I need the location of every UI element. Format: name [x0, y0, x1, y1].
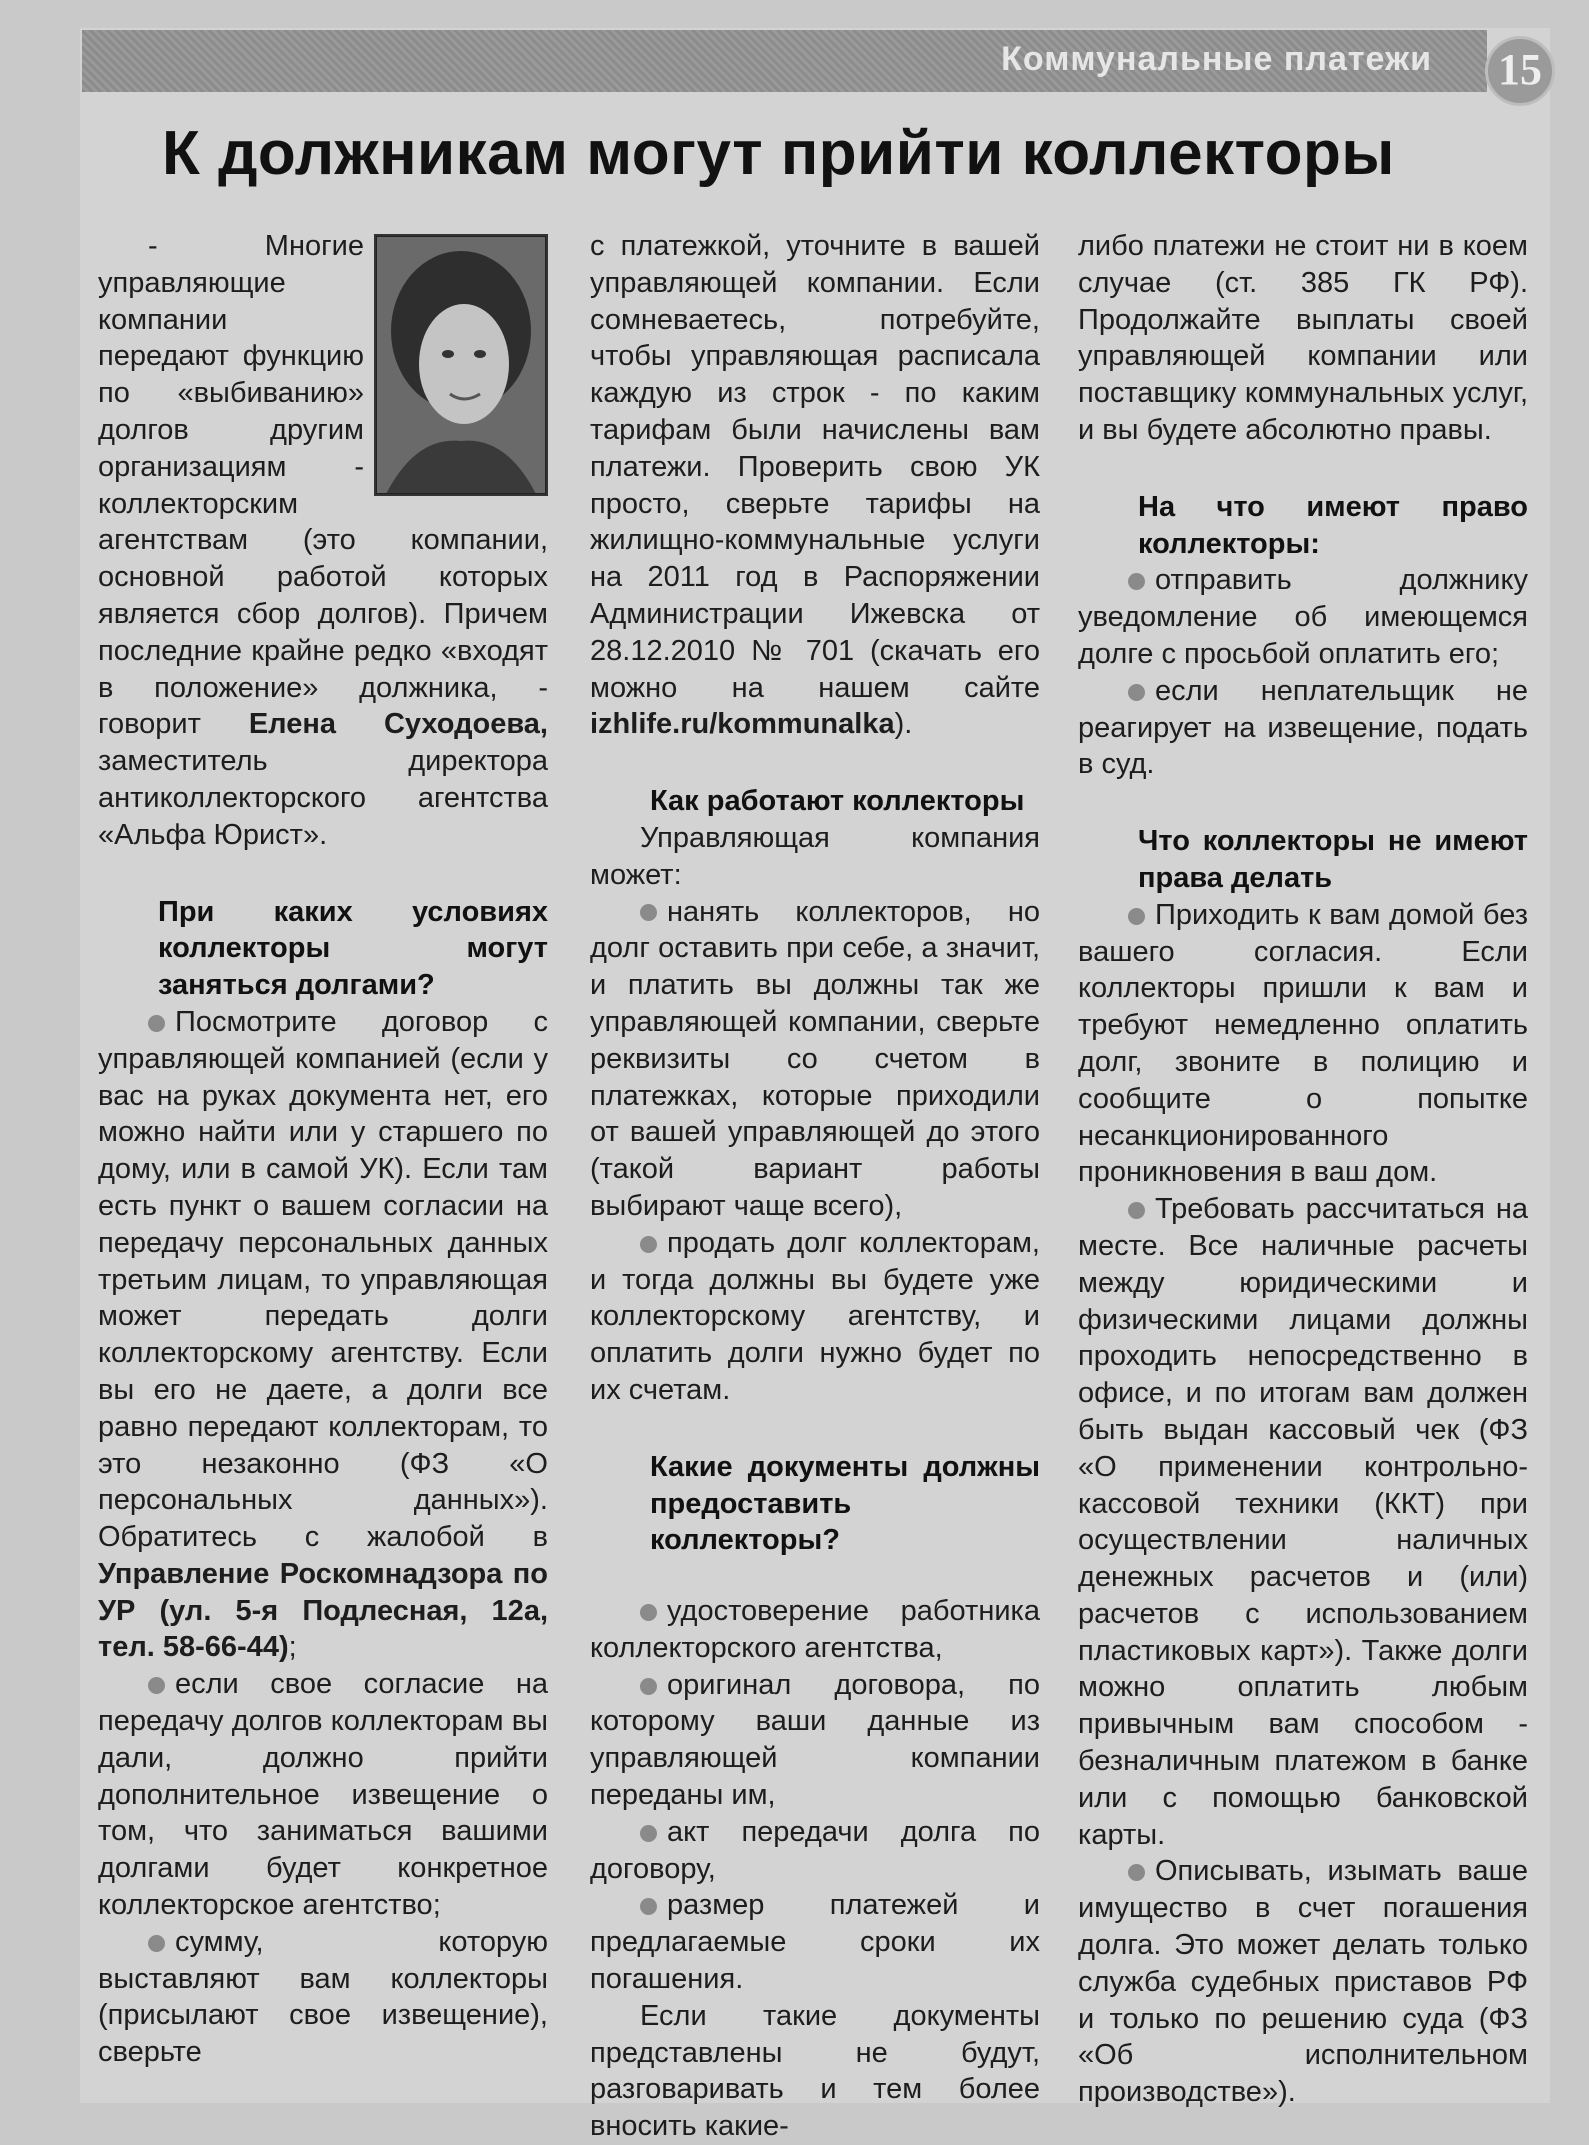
subhead-documents: Какие документы должны предоставить коллекторы? [650, 1450, 1040, 1557]
interviewee-name: Елена Суходоева, [248, 708, 548, 741]
col2-paragraph-contract [590, 1667, 1040, 1814]
bullet-icon [148, 1015, 165, 1032]
article-headline: К должникам могут прийти коллекторы [162, 119, 1395, 188]
column-1 [98, 228, 548, 2071]
bullet-icon [640, 1898, 657, 1915]
col3-paragraph-home [1078, 897, 1528, 1191]
col2-paragraph-payments [590, 1887, 1040, 1997]
col2-paragraph-sell [590, 1225, 1040, 1409]
bullet-icon [148, 1677, 165, 1694]
col1-intro-end: заместитель директора антиколлекторского агентства «Альфа Юрист». [98, 745, 548, 851]
newspaper-page [80, 28, 1550, 2143]
col3-court-text: если неплательщик не реагирует на извещение, подать в суд. [1078, 674, 1528, 781]
col2-id-text: удостоверение работника коллекторского агентства, [590, 1595, 1040, 1664]
col2-paragraph-hire [590, 894, 1040, 1225]
col2-sell-text: продать долг коллекторам, и тогда должны вы будете уже коллекторскому агентству, и оплатить долги нужно будет по их счетам. [590, 1226, 1040, 1406]
section-title: Коммунальные платежи [1001, 40, 1432, 78]
bullet-icon [1128, 1202, 1145, 1219]
col1-intro-text: - Многие управляющие компании передают функцию по «выбиванию» долгов другим организациям - коллекторским агентствам (это компании, основной работой которых является сбор долгов). Причем последние крайне редко «входят в положение» должника, - говорит [98, 230, 548, 741]
col2-check-end: ). [894, 708, 913, 741]
col2-hire-text: нанять коллекторов, но долг оставить при себе, а значит, и платить вы должны так же управляющей компании, сверьте реквизиты со счетом в платежках, которые приходили от вашей управляющей до этого (такой вариант работы выбирают чаще всего), [590, 895, 1040, 1222]
col3-cash-text: Требовать рассчитаться на месте. Все наличные расчеты между юридическими и физическими лицами должны проходить непосредственно в офисе, и по итогам вам должен быть выдан кассовый чек (ФЗ «О применении контрольно-кассовой техники (ККТ) при осуществлении наличных денежных расчетов и (или) расчетов с использованием пластиковых карт»). Также долги можно оплатить любым привычным вам способом - безналичным платежом в банке или с помощью банковской карты. [1078, 1193, 1528, 1851]
page-number: 15 [1485, 36, 1555, 106]
col2-paragraph-act [590, 1814, 1040, 1888]
website-link[interactable]: izhlife.ru/kommunalka [590, 708, 895, 741]
col3-notify-text: отправить должнику уведомление об имеющемся долге с просьбой оплатить его; [1078, 564, 1528, 670]
col1-paragraph-consent [98, 1666, 548, 1924]
col1-contract-text: Посмотрите договор с управляющей компанией (если у вас на руках документа нет, его можно найти или у старшего по дому, или в самой УК). Если там есть пункт о вашем согласии на передачу персональных данных третьим лицам, то управляющая может передать долги коллекторскому агентству. Если вы его не даете, а долги все равно передают коллекторам, то это незаконно (ФЗ «О персональных данных»). Обратитесь с жалобой в [98, 1005, 548, 1554]
section-header-bar [82, 30, 1487, 92]
bullet-icon [640, 904, 657, 921]
bullet-icon [1128, 1864, 1145, 1881]
col1-contract-end: ; [288, 1631, 297, 1664]
col2-act-text: акт передачи долга по договору, [590, 1815, 1040, 1885]
col3-home-text: Приходить к вам домой без вашего согласия. Если коллекторы пришли к вам и требуют немедленно оплатить долг, звоните в полицию и сообщите о попытке несанкционированного проникновения в ваш дом. [1078, 898, 1528, 1189]
col2-paragraph-can: Управляющая компания может: [590, 821, 1040, 891]
col2-paragraph-warning: Если такие документы представлены не будут, разговаривать и тем более вносить какие- [590, 1999, 1040, 2143]
subhead-rights: На что имеют право коллекторы: [1138, 490, 1528, 560]
col3-paragraph-seize [1078, 1853, 1528, 2111]
col2-payments-text: размер платежей и предлагаемые сроки их погашения. [590, 1889, 1040, 1996]
col1-consent-text: если свое согласие на передачу долгов коллекторам вы дали, должно прийти дополнительное извещение о том, что заниматься вашими долгами будет конкретное коллекторское агентство; [98, 1668, 548, 1922]
bullet-icon [640, 1604, 657, 1621]
col2-paragraph-check [590, 228, 1040, 743]
col3-paragraph-continue: либо платежи не стоит ни в коем случае (ст. 385 ГК РФ). Продолжайте выплаты своей управляющей компании или поставщику коммунальных услуг, и вы будете абсолютно правы. [1078, 230, 1528, 446]
col3-paragraph-notify [1078, 562, 1528, 672]
col3-paragraph-court [1078, 673, 1528, 783]
col3-seize-text: Описывать, изымать ваше имущество в счет погашения долга. Это может делать только служба судебных приставов РФ и только по решению суда (ФЗ «Об исполнительном производстве»). [1078, 1855, 1528, 2109]
bullet-icon [1128, 573, 1145, 590]
col1-sum-text: сумму, которую выставляют вам коллекторы (присылают свое извещение), сверьте [98, 1925, 548, 2069]
col2-contract-text: оригинал договора, по которому ваши данные из управляющей компании переданы им, [590, 1668, 1040, 1812]
bullet-icon [640, 1678, 657, 1695]
col2-check-text: с платежкой, уточните в вашей управляющей компании. Если сомневаетесь, потребуйте, чтобы управляющая расписала каждую из строк - по каким тарифам были начислены вам платежи. Проверить свою УК просто, сверьте тарифы на жилищно-коммунальные услуги на 2011 год в Распоряжении Администрации Ижевска от 28.12.2010 № 701 (скачать его можно на нашем сайте [590, 230, 1040, 704]
column-3 [1078, 228, 1528, 2111]
subhead-how-work: Как работают коллекторы [650, 785, 1025, 818]
bullet-icon [148, 1935, 165, 1952]
bullet-icon [1128, 908, 1145, 925]
regulator-address: Управление Роскомнадзора по УР (ул. 5-я Подлесная, 12а, тел. 58-66-44) [98, 1557, 548, 1664]
bullet-icon [640, 1825, 657, 1842]
author-photo [374, 234, 548, 496]
col2-paragraph-id [590, 1593, 1040, 1667]
col3-paragraph-cash [1078, 1191, 1528, 1853]
bullet-icon [1128, 684, 1145, 701]
subhead-no-rights: Что коллекторы не имеют права делать [1138, 825, 1528, 894]
col1-paragraph-intro [98, 228, 548, 854]
col1-paragraph-contract [98, 1004, 548, 1666]
column-2 [590, 228, 1040, 2145]
bullet-icon [640, 1236, 657, 1253]
subhead-conditions: При каких условиях коллекторы могут заняться долгами? [158, 895, 548, 1002]
col1-paragraph-sum [98, 1924, 548, 2071]
